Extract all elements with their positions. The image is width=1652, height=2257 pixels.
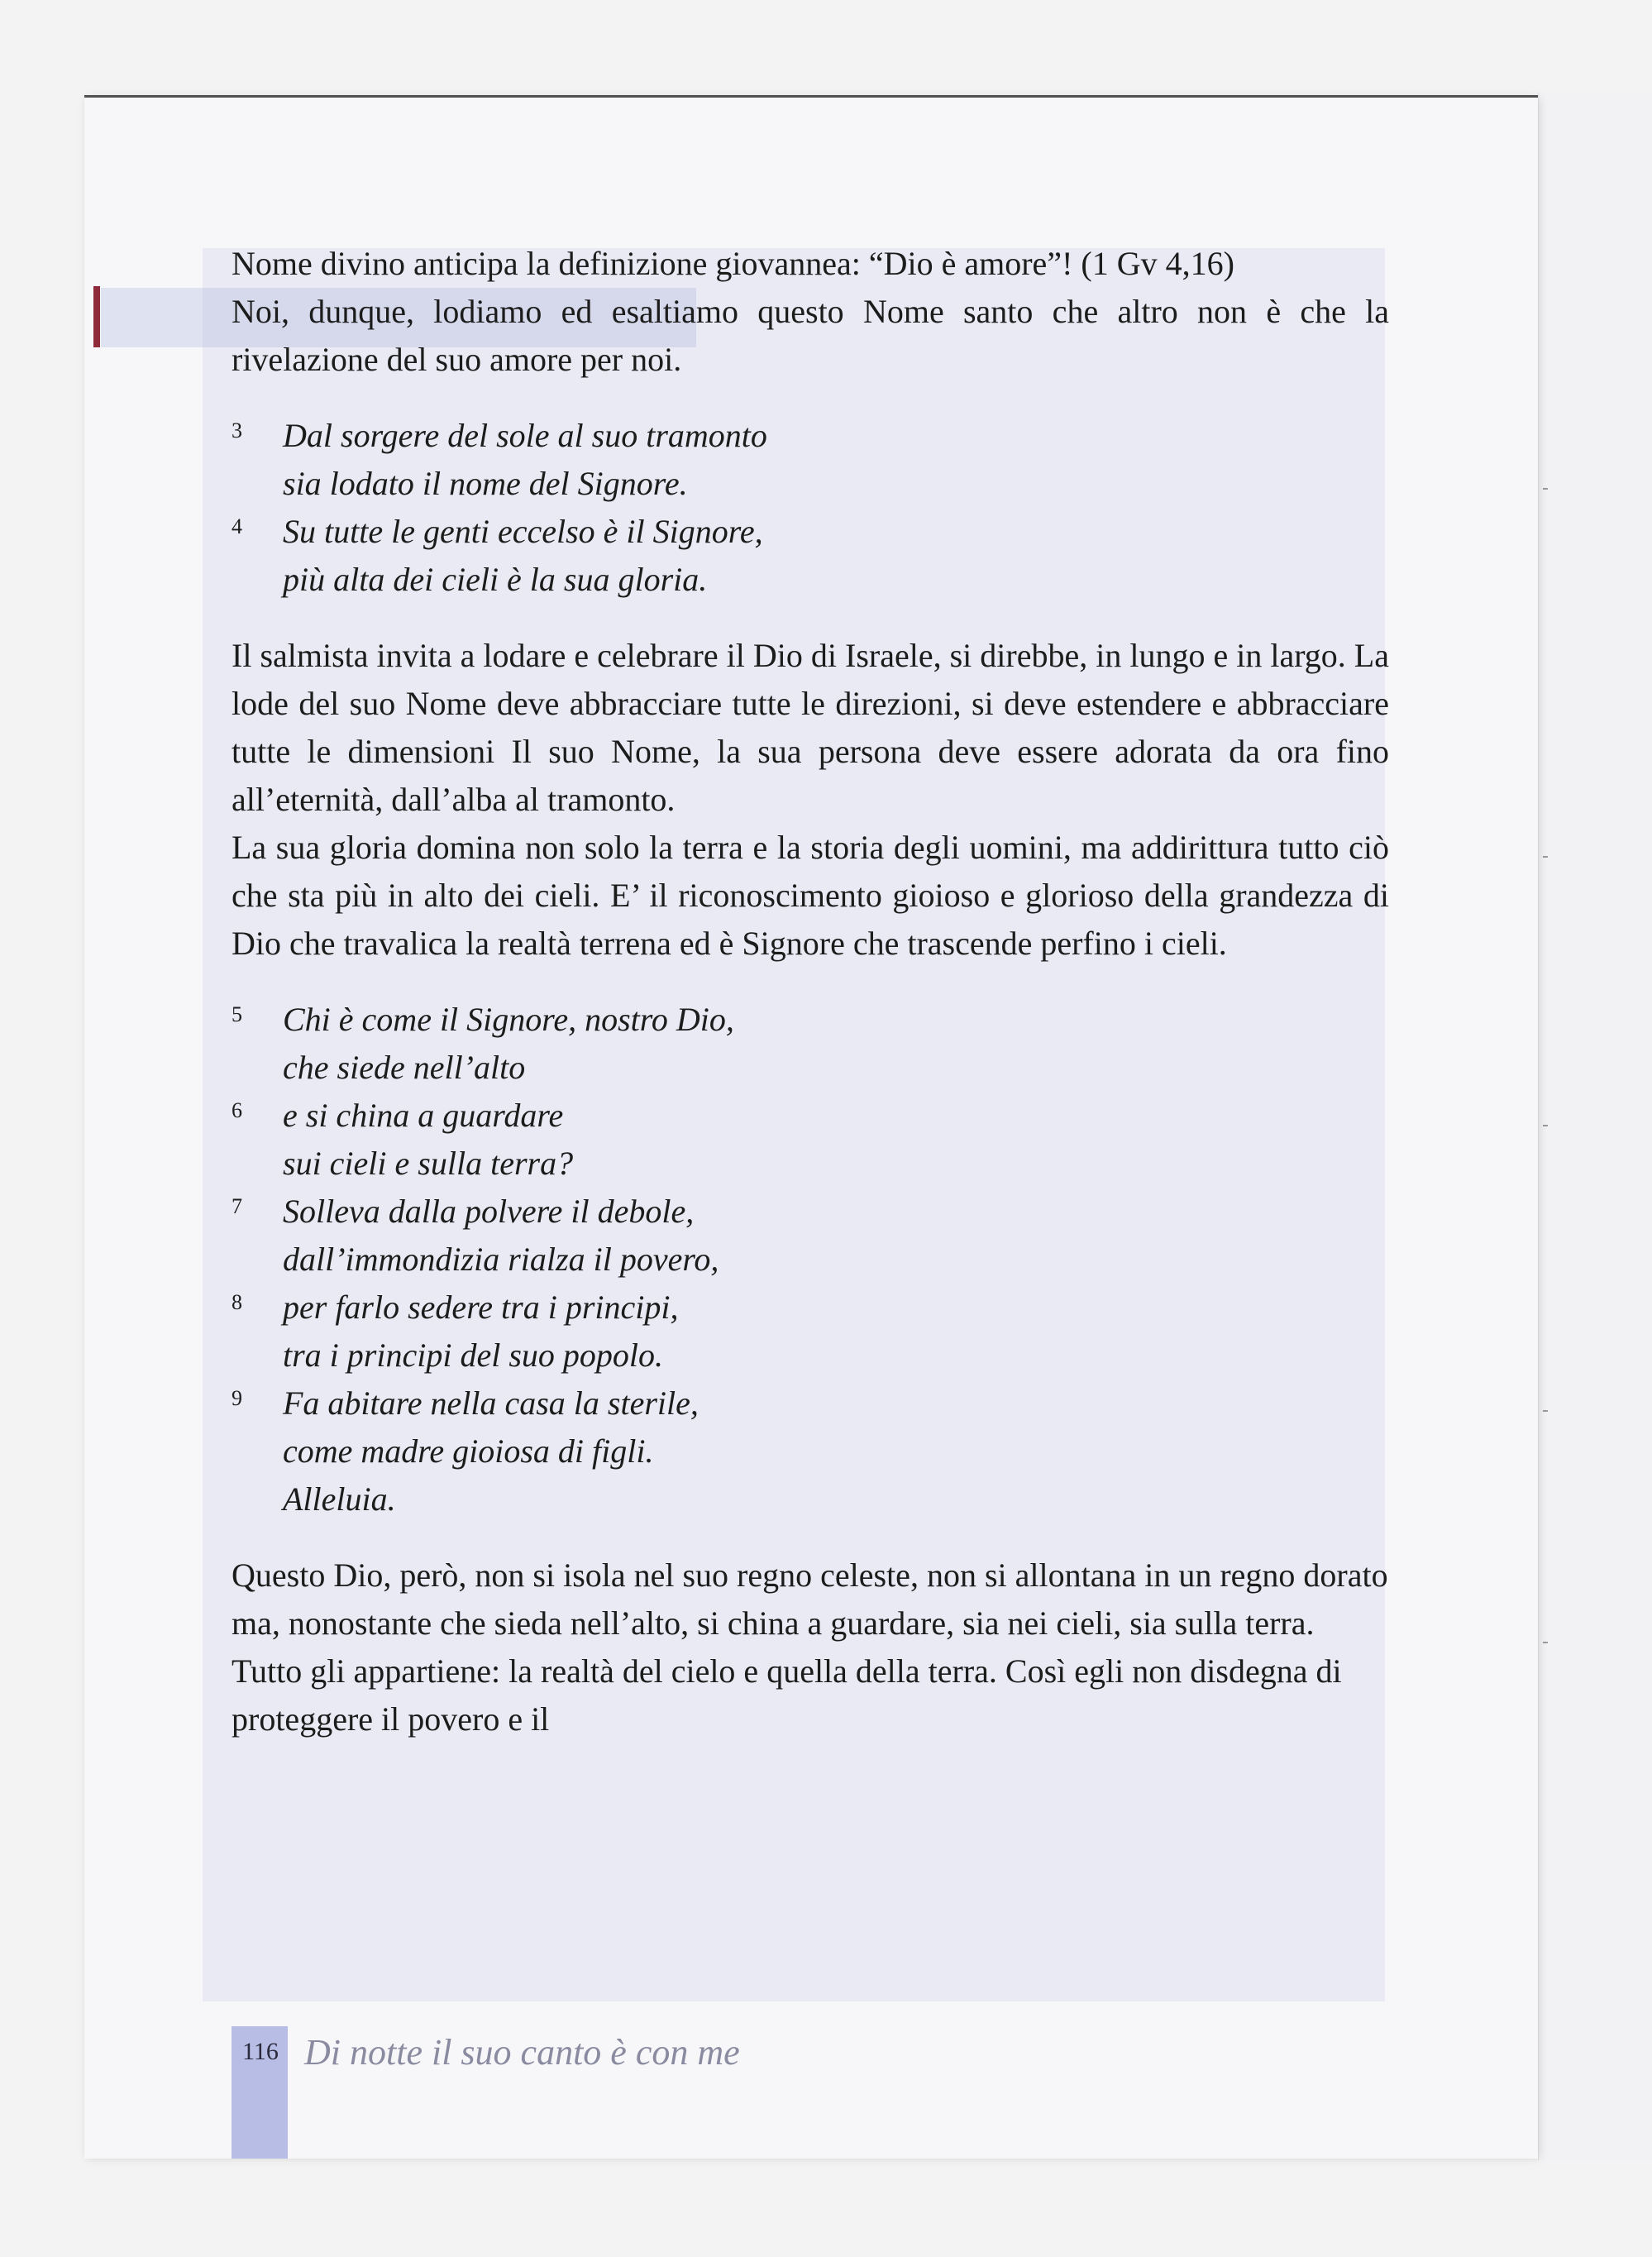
verse-text: per farlo sedere tra i principi, [283, 1289, 679, 1326]
verse-number: 4 [232, 514, 242, 538]
verse-line [232, 1044, 1389, 1092]
verse-line [232, 996, 1389, 1044]
verse-line [232, 508, 1389, 556]
verse-line [232, 1140, 1389, 1188]
verse-line [232, 412, 1389, 460]
verse-text: Dal sorgere del sole al suo tramonto [283, 417, 767, 454]
verse-line [232, 556, 1389, 604]
verse-number: 3 [232, 418, 242, 442]
verse-text: dall’immondizia rialza il povero, [283, 1241, 719, 1278]
paragraph: Questo Dio, però, non si isola nel suo regno celeste, non si allontana in un regno dorato ma, nonostante che sieda nell’alto, si china a guardare, sia nei cieli, sia sulla terra. Tutto gli appartiene: la realtà del cielo e quella della terra. Così egli non disdegna di proteggere il povero e il [232, 1556, 1388, 1738]
verse-text: Chi è come il Signore, nostro Dio, [283, 1001, 734, 1038]
verse-line [232, 1475, 1389, 1523]
verse-text: sia lodato il nome del Signore. [283, 465, 688, 502]
paragraph: La sua gloria domina non solo la terra e la storia degli uomini, ma addirittura tutto ciò che sta più in alto dei cieli. E’ il riconoscimento gioioso e glorioso della grandezza di Dio che travalica la realtà terrena ed è Signore che trascende perfino i cieli. [232, 829, 1389, 962]
verse-number: 8 [232, 1290, 242, 1314]
verse-number: 7 [232, 1194, 242, 1218]
verse-text: sui cieli e sulla terra? [283, 1145, 574, 1182]
page-edge-mark [1543, 1125, 1548, 1126]
verse-line [232, 1332, 1389, 1380]
page-edge-mark [1543, 1642, 1548, 1643]
verse-text: che siede nell’alto [283, 1049, 526, 1086]
verse-text: Fa abitare nella casa la sterile, [283, 1384, 699, 1422]
psalm-verses [232, 412, 1389, 604]
verse-text: Alleluia. [283, 1480, 396, 1518]
facing-page-edge [1538, 93, 1652, 2160]
verse-text: tra i principi del suo popolo. [283, 1337, 663, 1374]
paragraph: Noi, dunque, lodiamo ed esaltiamo questo Nome santo che altro non è che la rivelazione del suo amore per noi. [232, 293, 1389, 378]
verse-line [232, 460, 1389, 508]
page-edge-mark [1543, 856, 1548, 858]
page-edge-mark [1543, 1410, 1548, 1412]
page-number: 116 [242, 2038, 279, 2065]
verse-line [232, 1092, 1389, 1140]
paragraph: Il salmista invita a lodare e celebrare il Dio di Israele, si direbbe, in lungo e in largo. La lode del suo Nome deve abbracciare tutte le direzioni, si deve estendere e abbracciare tutte le dimensioni Il suo Nome, la sua persona deve essere adorata da ora fino all’eternità, dall’alba al tramonto. [232, 637, 1389, 818]
verse-text: Solleva dalla polvere il debole, [283, 1193, 695, 1230]
verse-line [232, 1427, 1389, 1475]
verse-text: Su tutte le genti eccelso è il Signore, [283, 513, 763, 550]
verse-number: 6 [232, 1098, 242, 1122]
paragraph: Nome divino anticipa la definizione giovannea: “Dio è amore”! (1 Gv 4,16) [232, 245, 1234, 282]
page-text [232, 240, 1389, 1743]
verse-text: come madre gioiosa di figli. [283, 1432, 654, 1470]
verse-text: più alta dei cieli è la sua gloria. [283, 561, 708, 598]
page-edge-mark [1543, 488, 1548, 490]
running-title: Di notte il suo canto è con me [304, 2032, 740, 2073]
verse-line [232, 1188, 1389, 1236]
section-marker [93, 286, 100, 347]
verse-line [232, 1380, 1389, 1427]
verse-number: 9 [232, 1386, 242, 1410]
verse-line [232, 1284, 1389, 1332]
psalm-verses [232, 996, 1389, 1523]
verse-number: 5 [232, 1002, 242, 1026]
verse-text: e si china a guardare [283, 1097, 564, 1134]
verse-line [232, 1236, 1389, 1284]
